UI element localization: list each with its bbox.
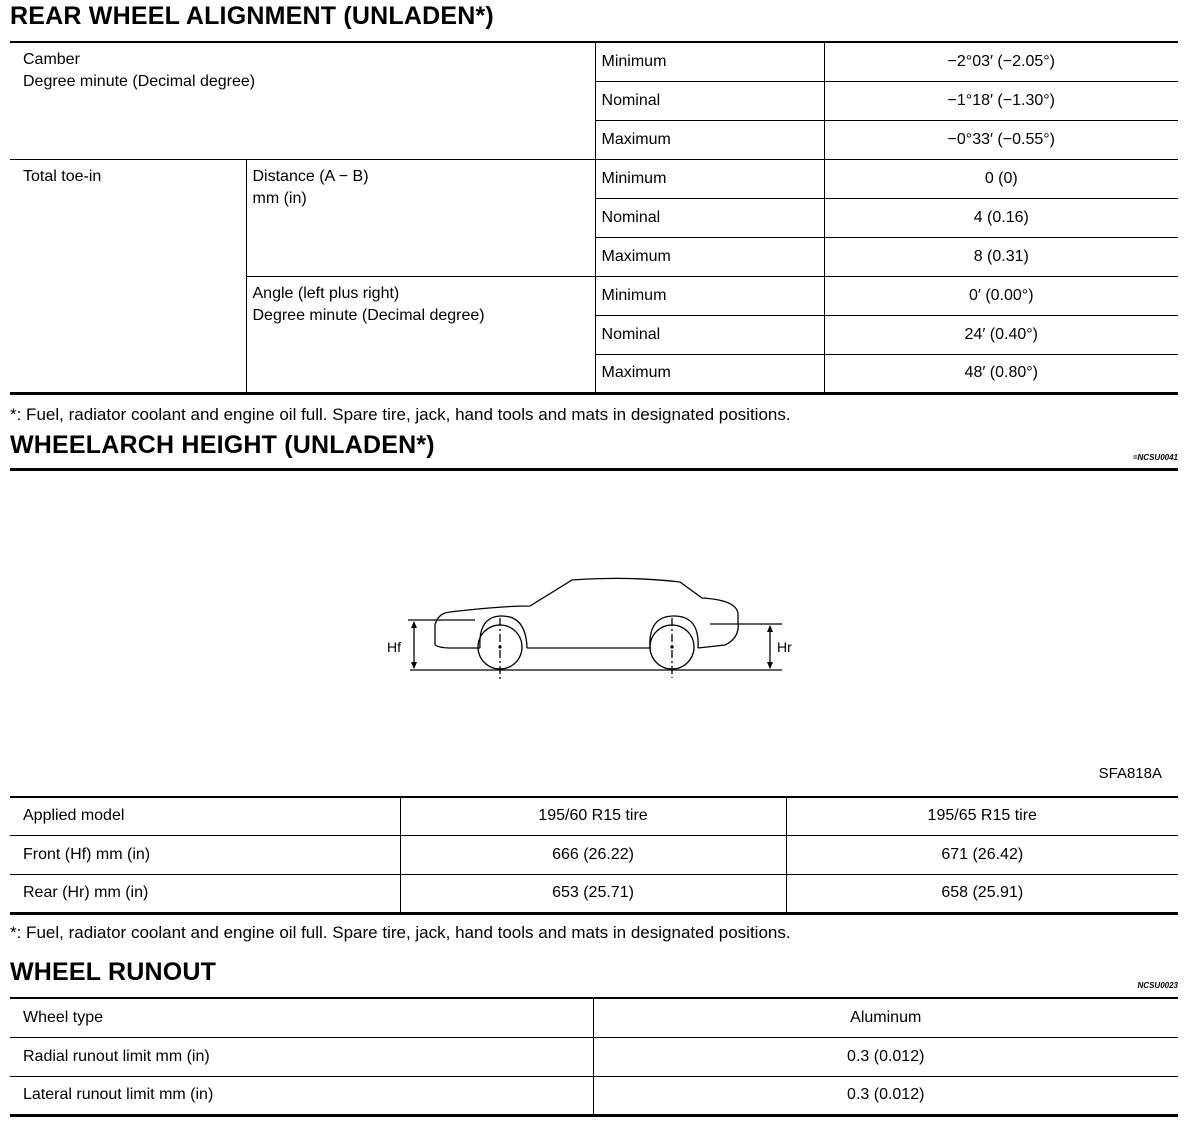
toe-angle-unit: Degree minute (Decimal degree) bbox=[252, 306, 485, 324]
rear-alignment-table bbox=[10, 41, 1178, 395]
camber-level-minimum: Minimum bbox=[595, 42, 824, 81]
rear-alignment-footnote: *: Fuel, radiator coolant and engine oil full. Spare tire, jack, hand tools and mats in designated positions. bbox=[10, 405, 791, 424]
toe-angle-level-maximum: Maximum bbox=[595, 354, 824, 393]
wheelarch-footnote: *: Fuel, radiator coolant and engine oil full. Spare tire, jack, hand tools and mats in designated positions. bbox=[10, 923, 791, 942]
car-side-diagram bbox=[380, 570, 800, 685]
rear-wheel-arch bbox=[650, 616, 698, 648]
rear-alignment-title: REAR WHEEL ALIGNMENT (UNLADEN*) bbox=[10, 2, 494, 30]
wheelarch-title: WHEELARCH HEIGHT (UNLADEN*) bbox=[10, 431, 435, 459]
toe-distance-unit: mm (in) bbox=[252, 189, 307, 207]
toe-angle-label-cell bbox=[246, 276, 595, 393]
runout-code: NCSU0023 bbox=[1137, 981, 1178, 990]
wheelarch-header-tire-b: 195/65 R15 tire bbox=[786, 797, 1178, 835]
camber-value-maximum: −0°33′ (−0.55°) bbox=[824, 120, 1178, 159]
toe-distance-level-nominal: Nominal bbox=[595, 198, 824, 237]
toe-distance-value-maximum: 8 (0.31) bbox=[824, 237, 1178, 276]
table-row bbox=[10, 835, 1178, 874]
wheelarch-header-model: Applied model bbox=[10, 797, 400, 835]
figure-code: SFA818A bbox=[1098, 765, 1162, 782]
toe-angle-value-nominal: 24′ (0.40°) bbox=[824, 315, 1178, 354]
rear-height-row-label: Rear (Hr) mm (in) bbox=[10, 874, 400, 913]
toe-distance-level-maximum: Maximum bbox=[595, 237, 824, 276]
lateral-runout-value: 0.3 (0.012) bbox=[593, 1076, 1178, 1115]
radial-runout-value: 0.3 (0.012) bbox=[593, 1037, 1178, 1076]
rear-height-value-b: 658 (25.91) bbox=[786, 874, 1178, 913]
toe-distance-level-minimum: Minimum bbox=[595, 159, 824, 198]
front-height-label: Hf bbox=[387, 639, 401, 655]
front-height-value-b: 671 (26.42) bbox=[786, 835, 1178, 874]
table-row bbox=[10, 1037, 1178, 1076]
runout-title: WHEEL RUNOUT bbox=[10, 958, 217, 986]
toe-angle-value-minimum: 0′ (0.00°) bbox=[824, 276, 1178, 315]
radial-runout-label: Radial runout limit mm (in) bbox=[10, 1037, 593, 1076]
camber-level-maximum: Maximum bbox=[595, 120, 824, 159]
rear-height-value-a: 653 (25.71) bbox=[400, 874, 786, 913]
front-height-value-a: 666 (26.22) bbox=[400, 835, 786, 874]
wheelarch-table bbox=[10, 796, 1178, 915]
camber-value-nominal: −1°18′ (−1.30°) bbox=[824, 81, 1178, 120]
toe-in-label: Total toe-in bbox=[10, 159, 246, 393]
camber-label-cell bbox=[10, 42, 595, 159]
table-row bbox=[10, 874, 1178, 913]
table-row bbox=[10, 1076, 1178, 1115]
wheelarch-rule bbox=[10, 468, 1178, 471]
toe-angle-level-minimum: Minimum bbox=[595, 276, 824, 315]
camber-level-nominal: Nominal bbox=[595, 81, 824, 120]
toe-distance-value-minimum: 0 (0) bbox=[824, 159, 1178, 198]
wheelarch-header-tire-a: 195/60 R15 tire bbox=[400, 797, 786, 835]
toe-angle-level-nominal: Nominal bbox=[595, 315, 824, 354]
runout-table bbox=[10, 997, 1178, 1117]
toe-distance-value-nominal: 4 (0.16) bbox=[824, 198, 1178, 237]
wheelarch-code: =NCSU0041 bbox=[1132, 453, 1178, 462]
camber-value-minimum: −2°03′ (−2.05°) bbox=[824, 42, 1178, 81]
toe-angle-label: Angle (left plus right) bbox=[252, 284, 400, 302]
front-height-row-label: Front (Hf) mm (in) bbox=[10, 835, 400, 874]
toe-distance-label: Distance (A − B) bbox=[252, 167, 369, 185]
toe-angle-value-maximum: 48′ (0.80°) bbox=[824, 354, 1178, 393]
toe-distance-label-cell bbox=[246, 159, 595, 276]
camber-label: Camber bbox=[23, 51, 80, 68]
lateral-runout-label: Lateral runout limit mm (in) bbox=[10, 1076, 593, 1115]
runout-header-value: Aluminum bbox=[593, 998, 1178, 1037]
front-wheel-arch bbox=[480, 616, 527, 648]
rear-height-label: Hr bbox=[777, 639, 792, 655]
camber-unit-label: Degree minute (Decimal degree) bbox=[23, 73, 256, 90]
runout-header-label: Wheel type bbox=[10, 998, 593, 1037]
